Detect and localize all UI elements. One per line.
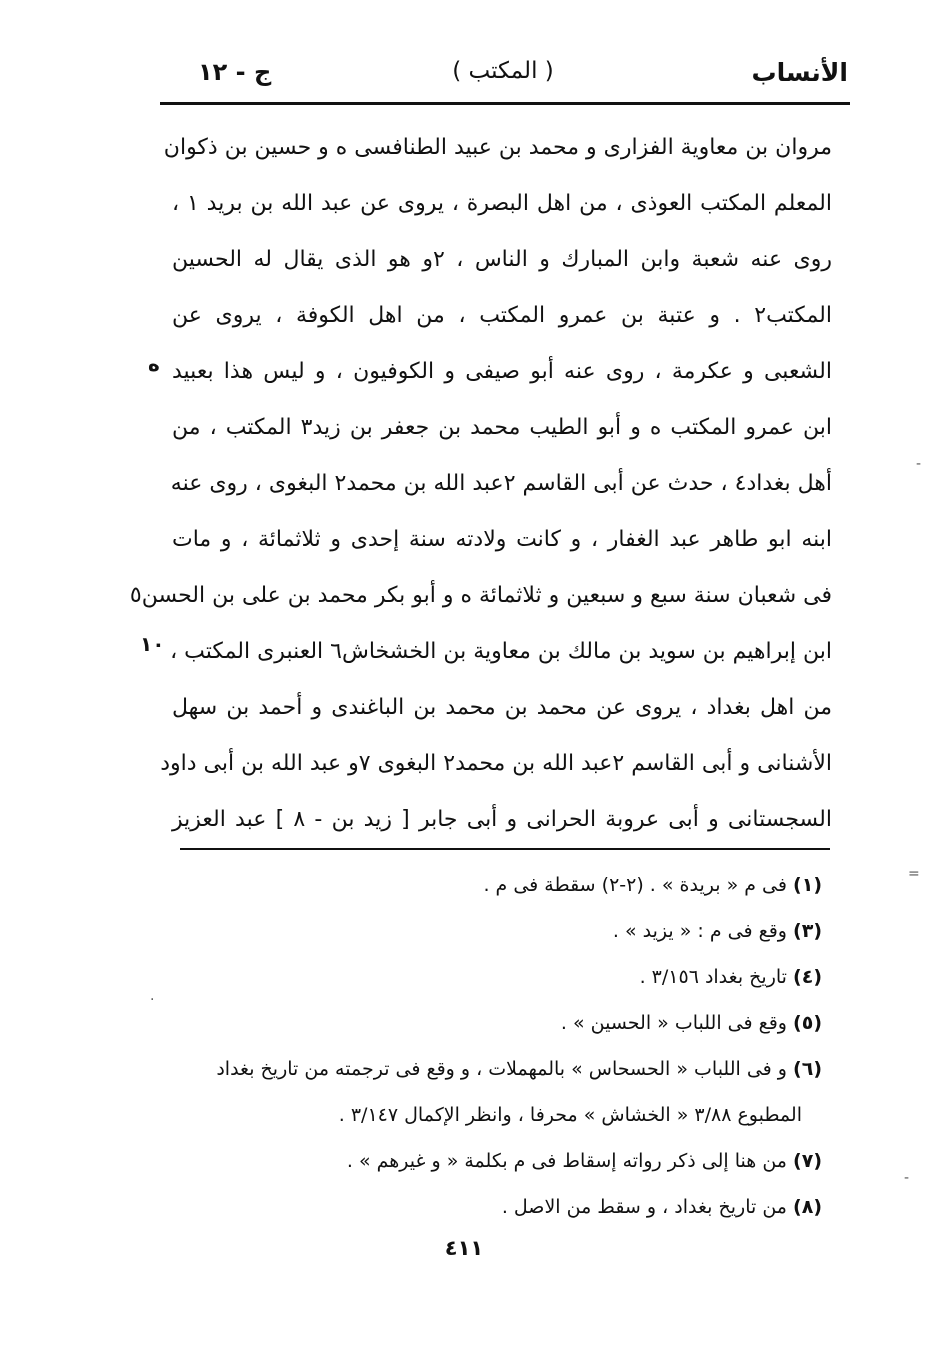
text-line: الشعبى و عكرمة ، روى عنه أبو صيفى و الكوفيون ، و ليس هذا بعبيد [172, 359, 832, 384]
page-number: ٤١١ [444, 1236, 484, 1260]
text-line: السجستانى و أبى عروبة الحرانى و أبى جابر [ زيد بن - ٨ ] عبد العزيز [172, 807, 832, 832]
footnote-text: تاريخ بغداد ٣/١٥٦ . [639, 966, 787, 988]
text-line: فى شعبان سنة سبع و سبعين و ثلاثمائة ه و أبو بكر محمد بن على بن الحسن٥ [129, 583, 832, 608]
footnote-text: وقع فى اللباب « الحسين » . [560, 1012, 787, 1034]
text-line: أهل بغداد٤ ، حدث عن أبى القاسم ٢عبد الله بن محمد٢ البغوى ، روى عنه [170, 471, 832, 496]
footnote [160, 862, 822, 908]
footnote-text: وقع فى م : « يزيد » . [612, 920, 787, 942]
footnote [160, 954, 822, 1000]
scan-speck: = [908, 866, 920, 882]
footnote-number: (٣) [793, 920, 822, 942]
footnote-number: (٨) [793, 1196, 822, 1218]
footnote-text: المطبوع ٣/٨٨ « الخشاش » محرفا ، وانظر الإكمال ٣/١٤٧ . [338, 1104, 802, 1126]
footnote-number: (٧) [793, 1150, 822, 1172]
volume-number: ج - ١٢ [198, 58, 272, 86]
section-title: ( المكتب ) [452, 58, 554, 84]
footnote [160, 908, 822, 954]
line-number-10: ١٠ [140, 632, 165, 656]
text-line: الأشنانى و أبى القاسم ٢عبد الله بن محمد٢ البغوى ٧و عبد الله بن أبى داود [160, 751, 832, 776]
scan-speck: - [916, 456, 922, 472]
footnote [160, 1138, 822, 1184]
running-header [158, 58, 848, 98]
footnote-number: (٦) [793, 1058, 822, 1080]
text-line: المعلم المكتب العوذى ، من اهل البصرة ، يروى عن عبد الله بن بريد ١ ، [172, 191, 832, 216]
line-number-5: ه [148, 352, 160, 376]
footnote-continuation [160, 1092, 822, 1138]
text-line: روى عنه شعبة وابن المبارك و الناس ، ٢و هو الذى يقال له الحسين [172, 247, 832, 272]
footnote-number: (٤) [793, 966, 822, 988]
text-line: المكتب٢ . و عتبة بن عمرو المكتب ، من اهل الكوفة ، يروى عن [172, 303, 832, 328]
footnote-text: من هنا إلى ذكر رواته إسقاط فى م بكلمة « و غيرهم » . [346, 1150, 787, 1172]
footnote [160, 1184, 822, 1230]
text-line: من اهل بغداد ، يروى عن محمد بن محمد بن الباغندى و أحمد بن سهل [172, 695, 832, 720]
scan-speck: · [150, 992, 155, 1008]
book-title: الأنساب [751, 58, 848, 87]
footnote [160, 1000, 822, 1046]
footnotes-rule [180, 848, 830, 850]
footnote [160, 1046, 822, 1092]
text-line: ابنه ابو طاهر عبد الغفار ، و كانت ولادته سنة إحدى و ثلاثمائة ، و مات [172, 527, 832, 552]
text-line: ابن عمرو المكتب ه و أبو الطيب محمد بن جعفر بن زيد٣ المكتب ، من [172, 415, 833, 440]
header-rule [160, 102, 850, 105]
footnote-number: (١) [793, 874, 822, 896]
footnote-text: من تاريخ بغداد ، و سقط من الاصل . [501, 1196, 787, 1218]
footnote-number: (٥) [793, 1012, 822, 1034]
footnotes [160, 862, 822, 1230]
footnote-text: فى م « بريدة » . (٢-٢) سقطة فى م . [483, 874, 787, 896]
footnote-text: و فى اللباب « الحسحاس » بالمهملات ، و وقع فى ترجمته من تاريخ بغداد [216, 1058, 787, 1080]
text-line: ابن إبراهيم بن سويد بن مالك بن معاوية بن الخشخاش٦ العنبرى المكتب ، [170, 639, 832, 664]
scan-speck: - [904, 1170, 910, 1186]
text-line: مروان بن معاوية الفزارى و محمد بن عبيد الطنافسى ه و حسين بن ذكوان [163, 135, 832, 160]
